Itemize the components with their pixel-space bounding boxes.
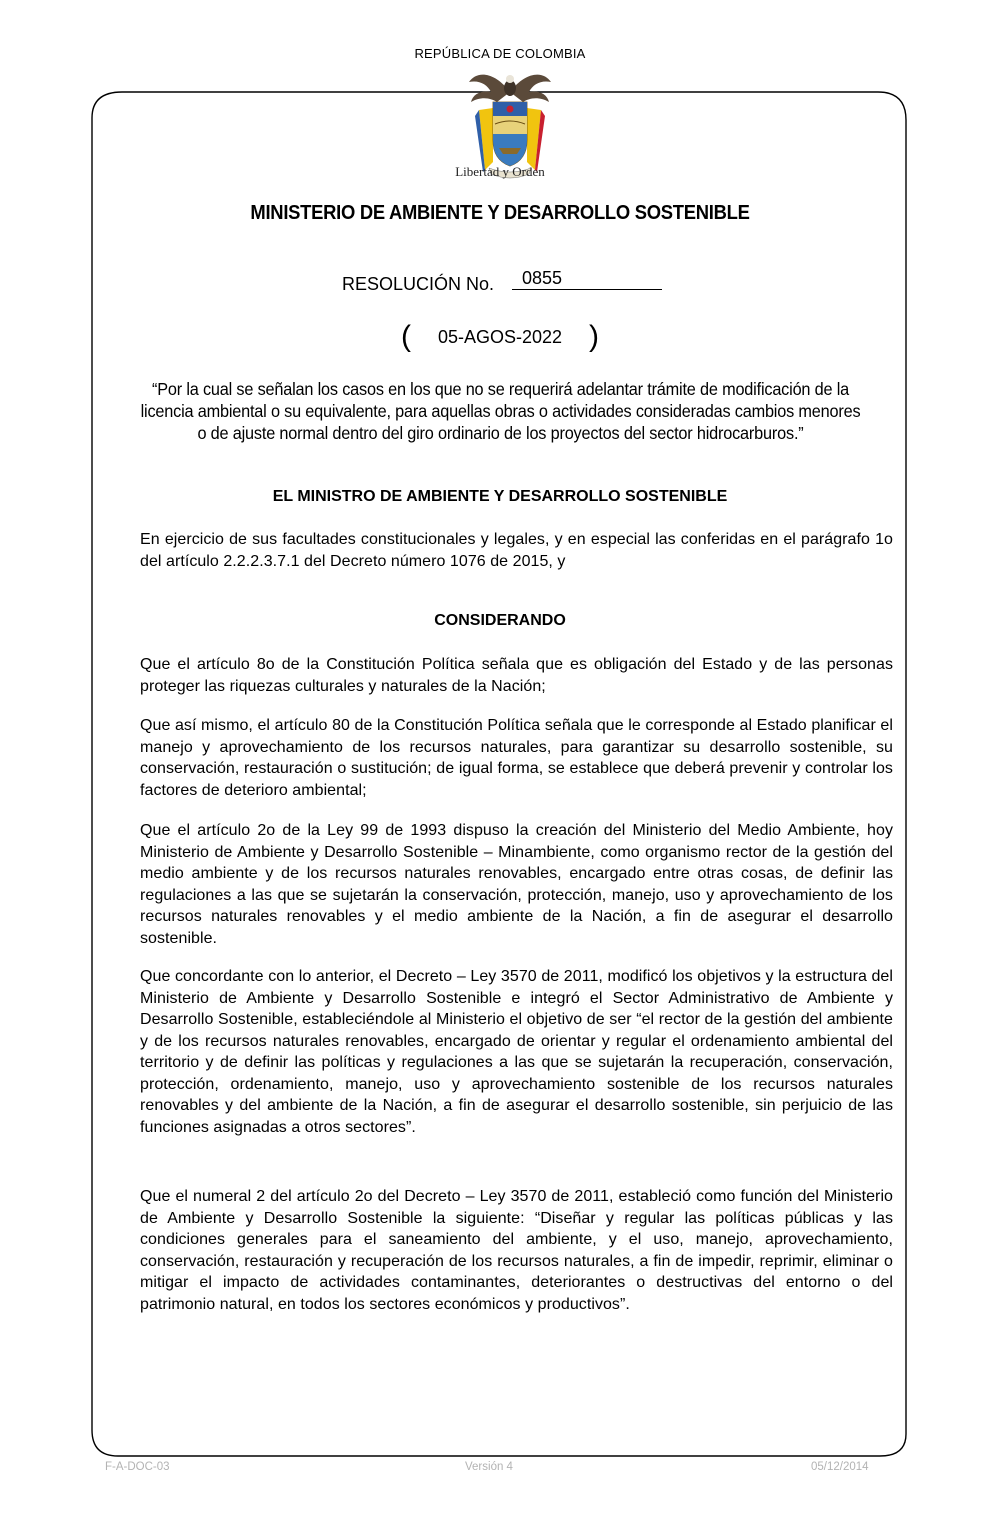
authority-heading: EL MINISTRO DE AMBIENTE Y DESARROLLO SOSTENIBLE bbox=[272, 488, 728, 505]
country-caption: REPÚBLICA DE COLOMBIA bbox=[414, 46, 586, 61]
footer-code: F-A-DOC-03 bbox=[105, 1461, 170, 1473]
paragraph: Que concordante con lo anterior, el Decreto – Ley 3570 de 2011, modificó los objetivos y la estructura del Ministerio de Ambiente y Desarrollo Sostenible e integró el Sector Administrativo de Ambiente y Desarrollo Sostenible, estableciéndole al Ministerio el objetivo de ser “el rector de la gestión del ambiente y de los recursos naturales renovables, encargado de orientar y regular el ordenamiento ambiental del territorio y de definir las políticas y regulaciones a las que se sujetarán la recuperación, conservación, protección, ordenamiento, manejo, uso y aprovechamiento sostenible de los recursos naturales renovables y del ambiente de la Nación, a fin de asegurar el desarrollo sostenible, sin perjuicio de las funciones asignadas a otros sectores”. bbox=[140, 968, 893, 1136]
resolution-number: 0855 bbox=[512, 268, 662, 290]
preamble: En ejercicio de sus facultades constitucionales y legales, y en especial las conferidas en el parágrafo 1o del artículo 2.2.2.3.7.1 del Decreto número 1076 de 2015, y bbox=[140, 531, 893, 570]
paragraph: Que el artículo 2o de la Ley 99 de 1993 dispuso la creación del Ministerio del Medio Ambiente, hoy Ministerio de Ambiente y Desarrollo Sostenible – Minambiente, como organismo rector de la gestión del medio ambiente y de los recursos naturales renovables, encargado entre otras cosas, de definir las regulaciones a las que se sujetarán la conservación, protección, manejo, uso y aprovechamiento de los recursos naturales renovables y el medio ambiente de la Nación, a fin de asegurar el desarrollo sostenible. bbox=[140, 822, 893, 947]
footer-version: Versión 4 bbox=[465, 1461, 513, 1473]
epigraph-text: “Por la cual se señalan los casos en los que no se requerirá adelantar trámite de modificación de la licencia ambiental o su equivalente, para aquellas obras o actividades consideradas cambios menores o de ajuste normal dentro del giro ordinario de los proyectos del sector hidrocarburos.” bbox=[140, 379, 861, 443]
paragraph: Que el numeral 2 del artículo 2o del Decreto – Ley 3570 de 2011, estableció como función del Ministerio de Ambiente y Desarrollo Sostenible la siguiente: “Diseñar y regular las políticas públicas y las condiciones generales para el saneamiento del ambiente, y el uso, manejo, aprovechamiento, conservación, restauración y recuperación de los recursos naturales, a fin de impedir, reprimir, eliminar o mitigar el impacto de actividades contaminantes, deteriorantes o destructivas del entorno o del patrimonio natural, en todos los sectores económicos y productivos”. bbox=[140, 1188, 893, 1313]
epigraph bbox=[140, 378, 860, 444]
motto: Libertad y Orden bbox=[455, 164, 545, 179]
resolution-line bbox=[342, 268, 563, 295]
resolution-date-line bbox=[0, 320, 1000, 354]
paragraph: Que así mismo, el artículo 80 de la Constitución Política señala que le corresponde al Estado planificar el manejo y aprovechamiento de los recursos naturales, para garantizar su desarrollo sostenible, su conservación, restauración o sustitución; de igual forma, se establece que deberá prevenir y controlar los factores de deterioro ambiental; bbox=[140, 717, 893, 799]
footer-date: 05/12/2014 bbox=[811, 1461, 869, 1473]
open-paren: ( bbox=[400, 320, 411, 353]
resolution-date: 05-AGOS-2022 bbox=[437, 327, 563, 347]
considerando-heading: CONSIDERANDO bbox=[434, 612, 566, 629]
close-paren: ) bbox=[589, 320, 600, 353]
ministry-title: MINISTERIO DE AMBIENTE Y DESARROLLO SOSTENIBLE bbox=[250, 202, 750, 224]
paragraph: Que el artículo 8o de la Constitución Política señala que es obligación del Estado y de las personas proteger las riquezas culturales y naturales de la Nación; bbox=[140, 656, 893, 695]
resolution-label: RESOLUCIÓN No. bbox=[342, 274, 495, 294]
